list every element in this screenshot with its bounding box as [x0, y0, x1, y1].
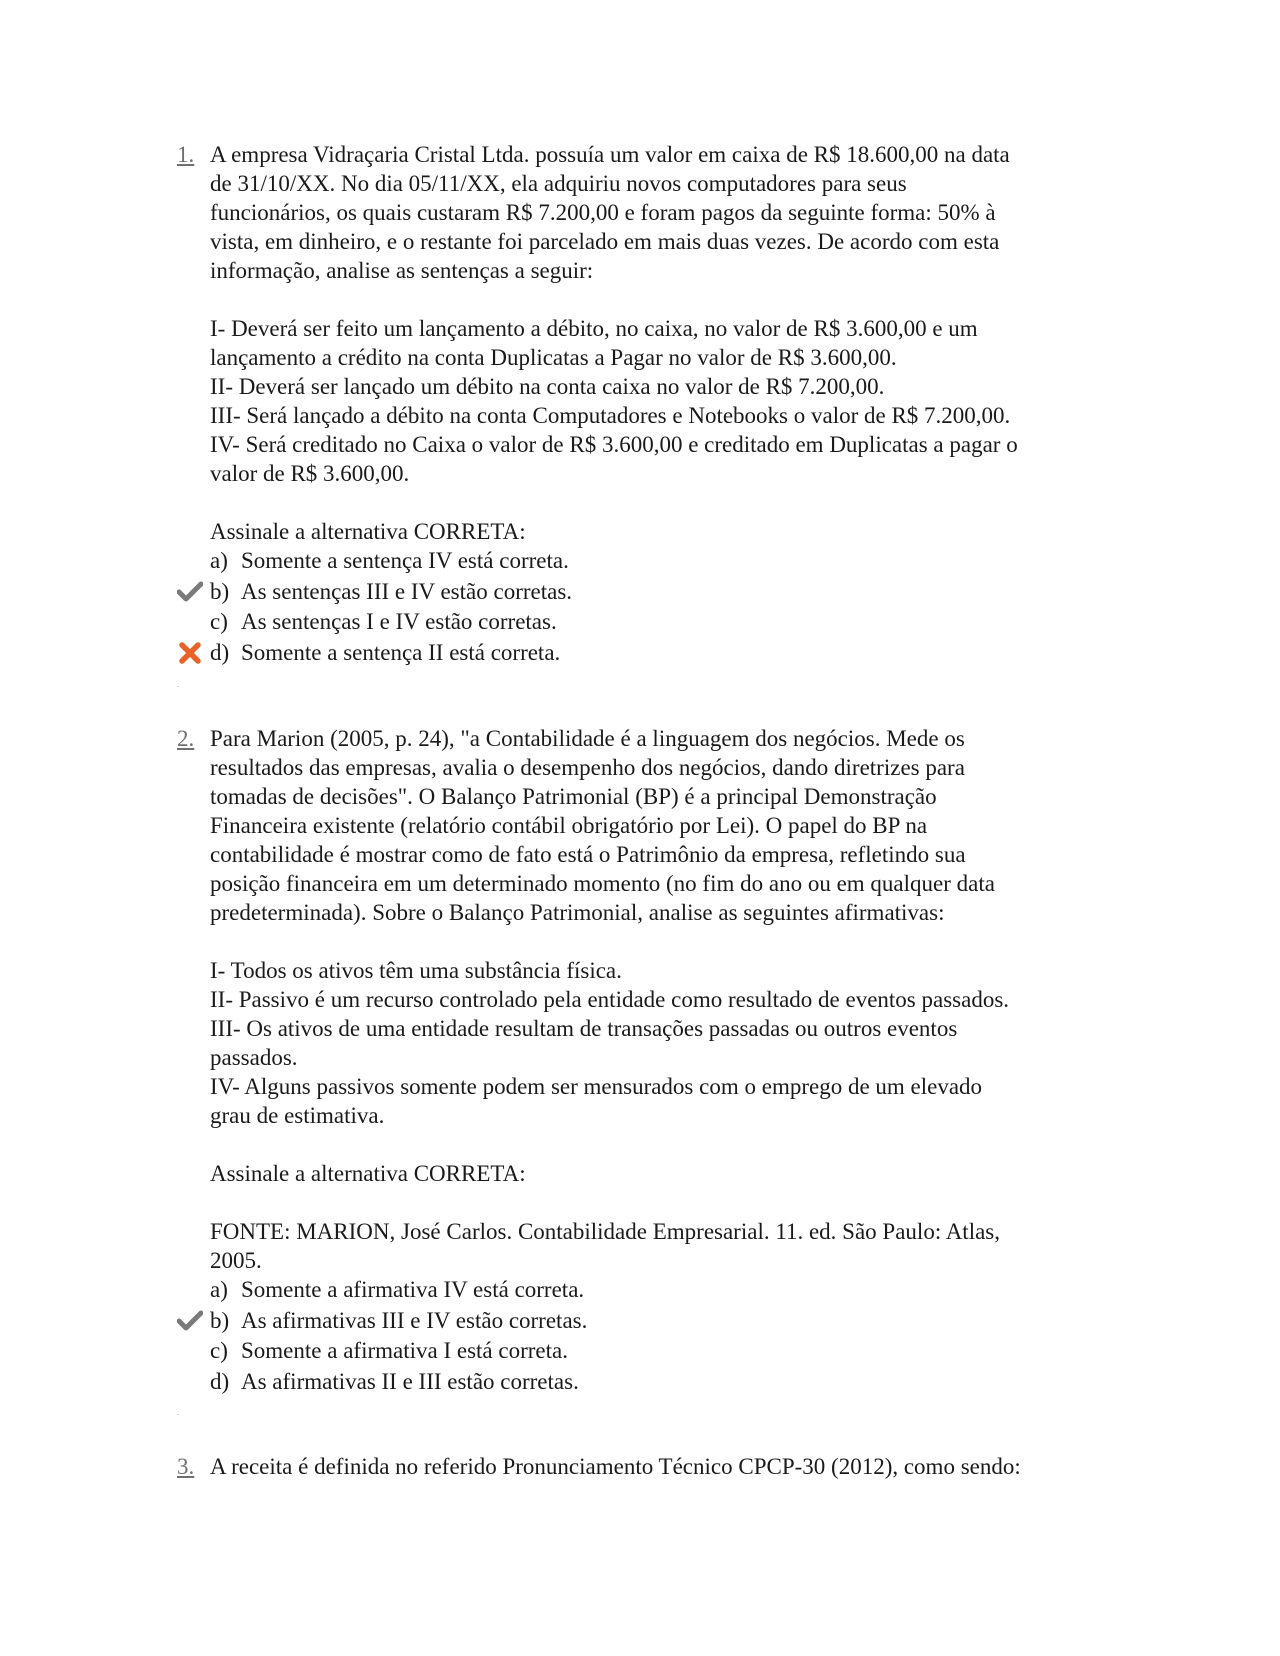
- question-body: [210, 140, 1110, 668]
- statement-line: III- Os ativos de uma entidade resultam de transações passadas ou outros eventos: [210, 1016, 958, 1041]
- option-letter: a): [210, 1277, 228, 1302]
- question-number[interactable]: 1.: [177, 142, 195, 167]
- source-line: FONTE: MARION, José Carlos. Contabilidade Empresarial. 11. ed. São Paulo: Atlas,: [210, 1219, 1000, 1244]
- stem-line: funcionários, os quais custaram R$ 7.200,00 e foram pagos da seguinte forma: 50% à: [210, 200, 996, 225]
- question-body: [210, 1452, 1110, 1481]
- cross-icon: [177, 642, 203, 664]
- option-letter: b): [210, 1307, 230, 1333]
- option-b[interactable]: [210, 577, 1110, 608]
- option-text: As sentenças I e IV estão corretas.: [241, 609, 557, 634]
- option-d[interactable]: [210, 638, 1110, 669]
- stem-line: posição financeira em um determinado momento (no fim do ano ou em qualquer data: [210, 871, 995, 896]
- option-a[interactable]: [210, 546, 1110, 577]
- question-number[interactable]: 3.: [177, 1454, 195, 1479]
- option-text: Somente a sentença II está correta.: [241, 639, 561, 665]
- separator-dot: [177, 1414, 179, 1415]
- stem-line: predeterminada). Sobre o Balanço Patrimonial, analise as seguintes afirmativas:: [210, 900, 945, 925]
- stem-line: resultados das empresas, avalia o desempenho dos negócios, dando diretrizes para: [210, 755, 965, 780]
- option-letter: d): [210, 1368, 230, 1394]
- question-number[interactable]: 2.: [177, 726, 195, 751]
- stem-line: A receita é definida no referido Pronunciamento Técnico CPCP-30 (2012), como sendo:: [210, 1454, 1021, 1479]
- answer-prompt: Assinale a alternativa CORRETA:: [210, 519, 526, 544]
- statement-line: II- Passivo é um recurso controlado pela entidade como resultado de eventos passados.: [210, 987, 1010, 1012]
- option-letter: a): [210, 548, 228, 573]
- option-text: Somente a afirmativa I está correta.: [241, 1338, 568, 1363]
- option-text: As afirmativas II e III estão corretas.: [241, 1368, 579, 1394]
- statement-line: passados.: [210, 1045, 298, 1070]
- option-letter: c): [210, 1338, 228, 1363]
- statement-line: I- Todos os ativos têm uma substância física.: [210, 958, 622, 983]
- source-line: 2005.: [210, 1248, 262, 1273]
- option-letter: b): [210, 578, 230, 604]
- stem-line: vista, em dinheiro, e o restante foi parcelado em mais duas vezes. De acordo com esta: [210, 229, 1000, 254]
- stem-line: de 31/10/XX. No dia 05/11/XX, ela adquiriu novos computadores para seus: [210, 171, 907, 196]
- statement-line: lançamento a crédito na conta Duplicatas a Pagar no valor de R$ 3.600,00.: [210, 345, 897, 370]
- option-letter: c): [210, 609, 228, 634]
- answer-prompt: Assinale a alternativa CORRETA:: [210, 1161, 526, 1186]
- stem-line: contabilidade é mostrar como de fato está o Patrimônio da empresa, refletindo sua: [210, 842, 966, 867]
- option-c[interactable]: [210, 607, 1110, 638]
- option-letter: d): [210, 639, 230, 665]
- statement-line: valor de R$ 3.600,00.: [210, 461, 410, 486]
- separator-dot: [177, 686, 179, 687]
- option-a[interactable]: [210, 1275, 1110, 1306]
- option-text: Somente a afirmativa IV está correta.: [241, 1277, 585, 1302]
- stem-line: Financeira existente (relatório contábil obrigatório por Lei). O papel do BP na: [210, 813, 928, 838]
- stem-line: informação, analise as sentenças a seguir:: [210, 258, 594, 283]
- question-body: [210, 724, 1110, 1397]
- option-text: As sentenças III e IV estão corretas.: [241, 578, 573, 604]
- check-icon: [177, 581, 203, 603]
- option-c[interactable]: [210, 1336, 1110, 1367]
- statement-line: I- Deverá ser feito um lançamento a débito, no caixa, no valor de R$ 3.600,00 e um: [210, 316, 978, 341]
- stem-line: A empresa Vidraçaria Cristal Ltda. possuía um valor em caixa de R$ 18.600,00 na data: [210, 142, 1010, 167]
- statement-line: IV- Alguns passivos somente podem ser mensurados com o emprego de um elevado: [210, 1074, 983, 1099]
- option-text: Somente a sentença IV está correta.: [241, 548, 569, 573]
- option-b[interactable]: [210, 1306, 1110, 1337]
- statement-line: II- Deverá ser lançado um débito na conta caixa no valor de R$ 7.200,00.: [210, 374, 885, 399]
- option-text: As afirmativas III e IV estão corretas.: [241, 1307, 588, 1333]
- statement-line: IV- Será creditado no Caixa o valor de R$ 3.600,00 e creditado em Duplicatas a pagar o: [210, 432, 1018, 457]
- stem-line: Para Marion (2005, p. 24), "a Contabilidade é a linguagem dos negócios. Mede os: [210, 726, 965, 751]
- option-d[interactable]: [210, 1367, 1110, 1398]
- check-icon: [177, 1310, 203, 1332]
- statement-line: grau de estimativa.: [210, 1103, 385, 1128]
- statement-line: III- Será lançado a débito na conta Computadores e Notebooks o valor de R$ 7.200,00.: [210, 403, 1011, 428]
- stem-line: tomadas de decisões". O Balanço Patrimonial (BP) é a principal Demonstração: [210, 784, 937, 809]
